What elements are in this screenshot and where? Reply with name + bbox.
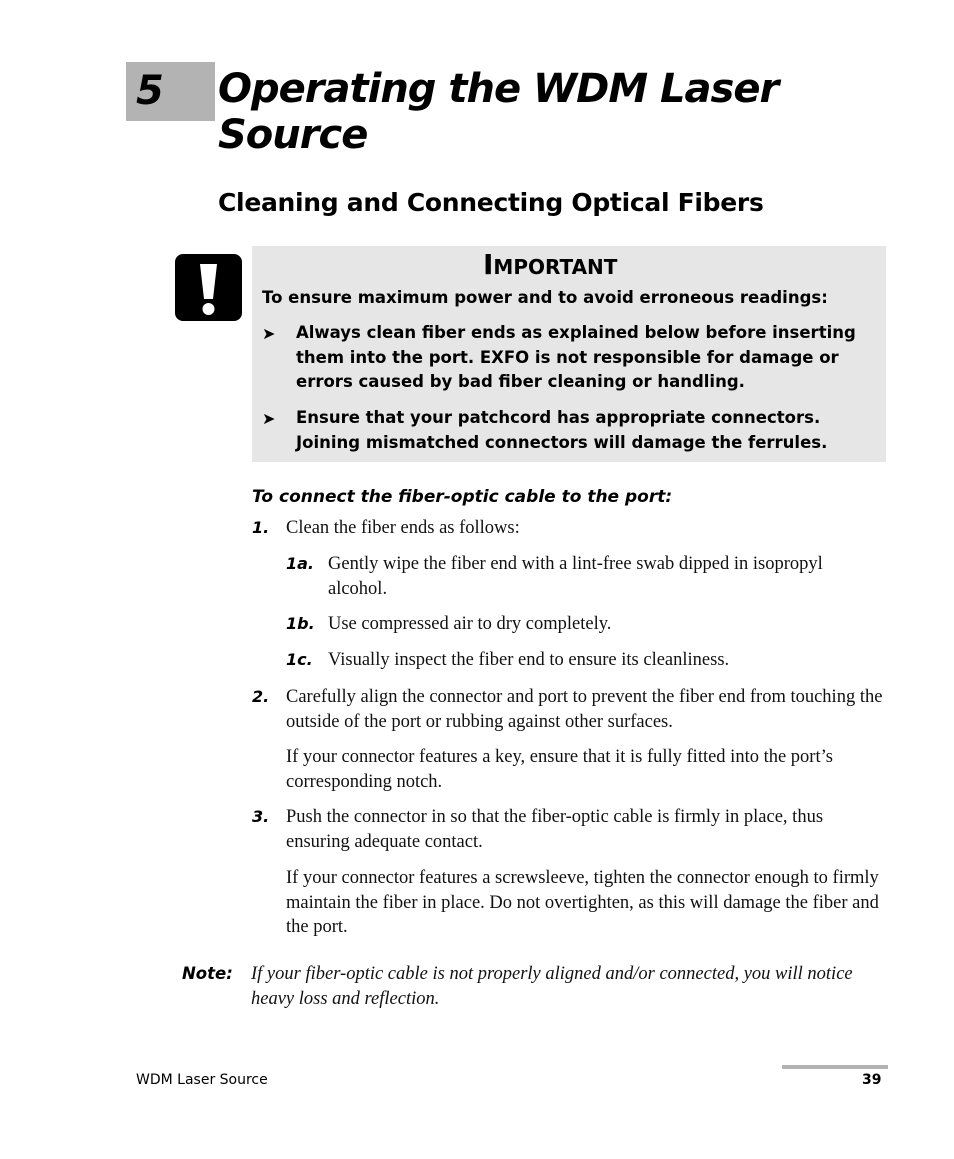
important-title: Important — [483, 248, 618, 281]
step-extra-text: If your connector features a screwsleeve, tighten the connector enough to firmly maintain the fiber in place. Do not overtighten, as this will damage the fiber and the port. — [286, 868, 879, 937]
footer-document-title: WDM Laser Source — [136, 1072, 268, 1088]
bullet-arrow-icon: ➤ — [262, 324, 276, 343]
chapter-title: Operating the WDM Laser Source — [218, 66, 779, 158]
important-item: Ensure that your patchcord has appropriate connectors. Joining mismatched connectors will damage the ferrules. — [296, 408, 828, 452]
procedure-title: To connect the fiber-optic cable to the port: — [252, 487, 673, 507]
important-item: Always clean fiber ends as explained below before inserting them into the port. EXFO is not responsible for damage or errors caused by bad fiber cleaning or handling. — [296, 323, 856, 391]
step-number: 2. — [252, 687, 270, 706]
section-title: Cleaning and Connecting Optical Fibers — [218, 188, 764, 217]
substep-text: Visually inspect the fiber end to ensure its cleanliness. — [328, 650, 730, 670]
substep-text: Gently wipe the fiber end with a lint-free swab dipped in isopropyl alcohol. — [328, 554, 823, 599]
important-intro: To ensure maximum power and to avoid erroneous readings: — [262, 288, 828, 307]
substep-text: Use compressed air to dry completely. — [328, 614, 612, 634]
exclamation-icon — [175, 254, 242, 321]
bullet-arrow-icon: ➤ — [262, 409, 276, 428]
substep-number: 1b. — [286, 614, 315, 633]
step-extra-text: If your connector features a key, ensure that it is fully fitted into the port’s corresponding notch. — [286, 747, 833, 792]
footer-rule — [782, 1065, 888, 1069]
substep-number: 1a. — [286, 554, 315, 573]
note-text: If your fiber-optic cable is not properly aligned and/or connected, you will notice heavy loss and reflection. — [251, 964, 853, 1009]
step-text: Carefully align the connector and port to prevent the fiber end from touching the outside of the port or rubbing against other surfaces. — [286, 687, 883, 732]
chapter-number: 5 — [136, 68, 164, 114]
step-number: 3. — [252, 807, 270, 826]
step-text: Push the connector in so that the fiber-optic cable is firmly in place, thus ensuring adequate contact. — [286, 807, 824, 852]
substep-number: 1c. — [286, 650, 313, 669]
page-number: 39 — [862, 1072, 882, 1088]
note-label: Note: — [182, 964, 233, 983]
step-text: Clean the fiber ends as follows: — [286, 518, 520, 538]
step-number: 1. — [252, 518, 270, 537]
